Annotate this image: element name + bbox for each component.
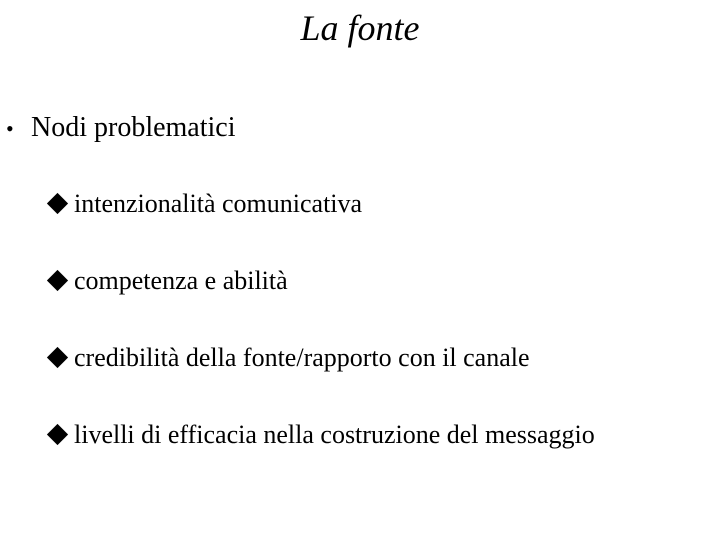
sub-bullet-item	[46, 187, 362, 221]
sub-bullet-item	[46, 264, 288, 298]
sub-bullet-item	[46, 341, 530, 375]
diamond-bullet-icon	[47, 424, 68, 445]
diamond-bullet-icon	[47, 193, 68, 214]
sub-bullet-text: intenzionalità comunicativa	[74, 189, 363, 218]
main-bullet	[6, 110, 236, 147]
bullet-dot-icon: •	[6, 116, 14, 141]
main-bullet-text: Nodi problematici	[31, 112, 236, 143]
diamond-bullet-icon	[47, 347, 68, 368]
slide-title: La fonte	[300, 8, 420, 48]
sub-bullet-item	[46, 418, 595, 452]
sub-bullet-text: competenza e abilità	[74, 266, 288, 295]
sub-bullet-text: credibilità della fonte/rapporto con il canale	[74, 343, 530, 372]
diamond-bullet-icon	[47, 270, 68, 291]
sub-bullet-text: livelli di efficacia nella costruzione del messaggio	[74, 420, 595, 449]
